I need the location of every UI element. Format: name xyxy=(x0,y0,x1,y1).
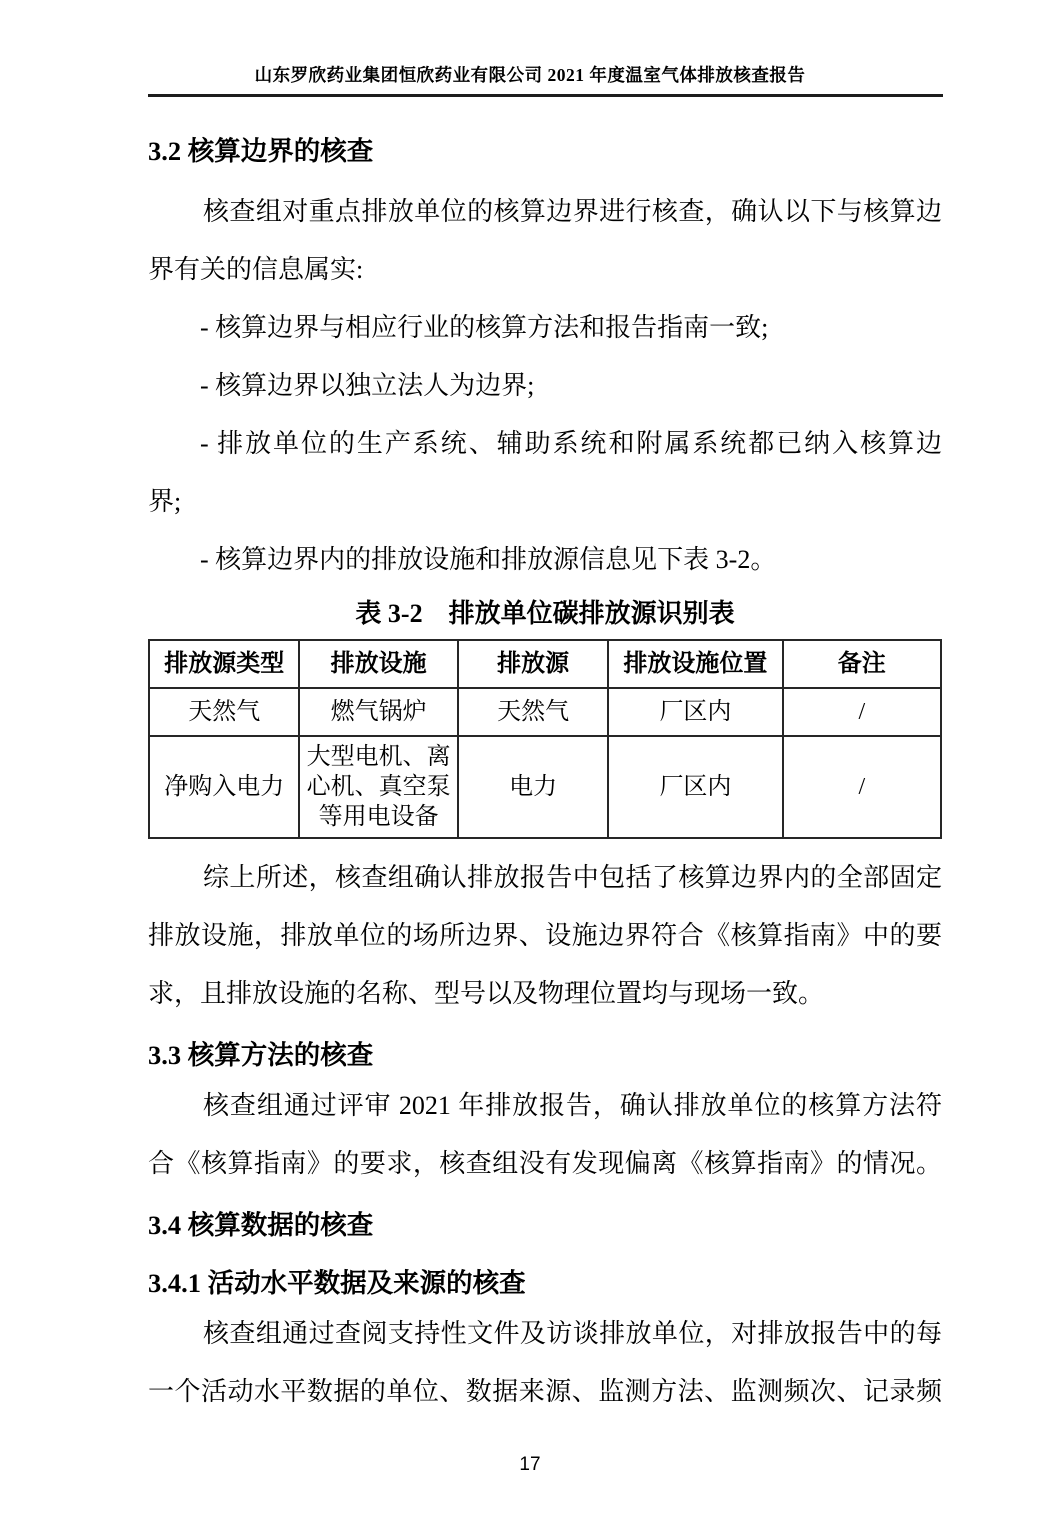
page-number: 17 xyxy=(519,1454,541,1475)
document-header xyxy=(0,0,1060,97)
table-header-cell: 排放设施 xyxy=(299,640,457,688)
section-heading-3-4-1: 3.4.1 活动水平数据及来源的核查 xyxy=(148,1268,526,1298)
table-header-row xyxy=(149,640,941,688)
table-cell: 天然气 xyxy=(458,688,608,736)
table-cell: / xyxy=(783,736,941,838)
table-header-cell: 排放源 xyxy=(458,640,608,688)
table-caption: 表 3-2 排放单位碳排放源识别表 xyxy=(355,599,735,628)
paragraph-line: 排放设施，排放单位的场所边界、设施边界符合《核算指南》中的要 xyxy=(148,921,942,950)
section-heading-3-4: 3.4 核算数据的核查 xyxy=(148,1210,374,1240)
paragraph-line: 求，且排放设施的名称、型号以及物理位置均与现场一致。 xyxy=(148,979,825,1008)
table-cell: 大型电机、离心机、真空泵等用电设备 xyxy=(299,736,457,838)
table-cell: 厂区内 xyxy=(608,736,782,838)
header-rule xyxy=(148,94,943,97)
document-body xyxy=(148,129,942,1421)
table-cell: / xyxy=(783,688,941,736)
paragraph-line: 合《核算指南》的要求，核查组没有发现偏离《核算指南》的情况。 xyxy=(148,1149,942,1178)
paragraph-line: 核查组通过查阅支持性文件及访谈排放单位，对排放报告中的每 xyxy=(203,1319,942,1348)
table-cell: 净购入电力 xyxy=(149,736,299,838)
table-cell: 燃气锅炉 xyxy=(299,688,457,736)
table-cell: 厂区内 xyxy=(608,688,782,736)
table-header-cell: 排放设施位置 xyxy=(608,640,782,688)
bullet-line: - 排放单位的生产系统、辅助系统和附属系统都已纳入核算边 xyxy=(200,429,942,458)
paragraph-line: 界有关的信息属实: xyxy=(148,255,364,284)
bullet-line: - 核算边界以独立法人为边界; xyxy=(200,371,535,400)
section-heading-3-2: 3.2 核算边界的核查 xyxy=(148,136,374,166)
bullet-line: - 核算边界与相应行业的核算方法和报告指南一致; xyxy=(200,313,769,342)
table-row xyxy=(149,736,941,838)
paragraph-line: 核查组通过评审 2021 年排放报告，确认排放单位的核算方法符 xyxy=(203,1091,942,1120)
table-header-cell: 备注 xyxy=(783,640,941,688)
table-cell: 天然气 xyxy=(149,688,299,736)
table-header-cell: 排放源类型 xyxy=(149,640,299,688)
table-row xyxy=(149,688,941,736)
bullet-line: - 核算边界内的排放设施和排放源信息见下表 3-2。 xyxy=(200,545,777,574)
paragraph-line: 综上所述，核查组确认排放报告中包括了核算边界内的全部固定 xyxy=(203,863,942,892)
section-heading-3-3: 3.3 核算方法的核查 xyxy=(148,1040,374,1070)
paragraph-line: 核查组对重点排放单位的核算边界进行核查，确认以下与核算边 xyxy=(203,197,942,226)
bullet-continuation-line: 界; xyxy=(148,487,182,516)
table-cell: 电力 xyxy=(458,736,608,838)
emission-source-table xyxy=(148,639,942,839)
header-title: 山东罗欣药业集团恒欣药业有限公司 2021 年度温室气体排放核查报告 xyxy=(254,65,806,85)
paragraph-line: 一个活动水平数据的单位、数据来源、监测方法、监测频次、记录频 xyxy=(148,1377,942,1406)
